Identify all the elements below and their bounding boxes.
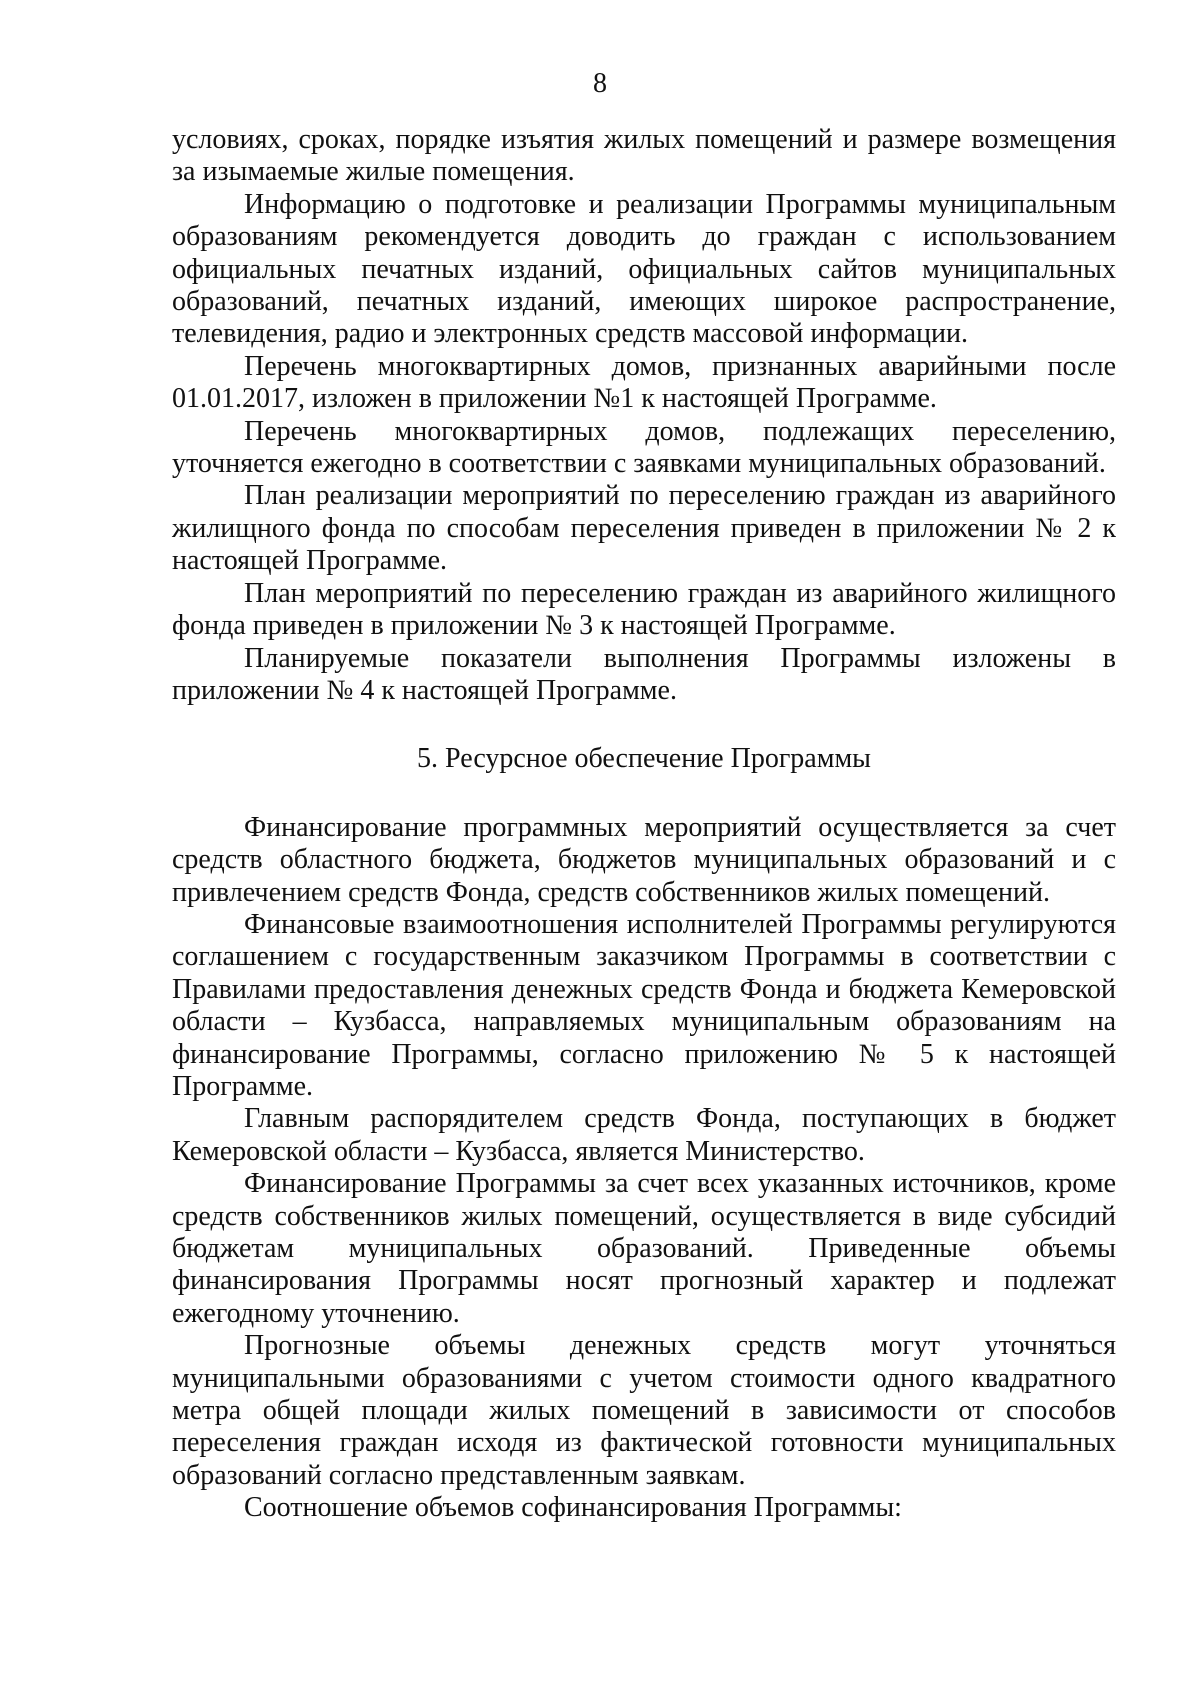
paragraph-financing-sources: Финансирование программных мероприятий осуществляется за счет средств областного бюджета, бюджетов муниципальных образований и с привлечением средств Фонда, средств собственников жилых помещений. <box>172 811 1116 908</box>
paragraph-main-administrator: Главным распорядителем средств Фонда, поступающих в бюджет Кемеровской области – Кузбасса, является Министерство. <box>172 1103 1116 1167</box>
paragraph-planned-indicators: Планируемые показатели выполнения Программы изложены в приложении № 4 к настоящей Программе. <box>172 642 1116 706</box>
paragraph-information: Информацию о подготовке и реализации Программы муниципальным образованиям рекомендуется доводить до граждан с использованием официальных печатных изданий, официальных сайтов муниципальных образований, печатных изданий, имеющих широкое распространение, телевидения, радио и электронных средств массовой информации. <box>172 188 1116 350</box>
paragraph-continuation: условиях, сроках, порядке изъятия жилых помещений и размере возмещения за изымаемые жилые помещения. <box>172 124 1116 188</box>
paragraph-implementation-plan: План реализации мероприятий по переселению граждан из аварийного жилищного фонда по способам переселения приведен в приложении № 2 к настоящей Программе. <box>172 480 1116 577</box>
page-number: 8 <box>593 68 607 99</box>
paragraph-emergency-houses-list: Перечень многоквартирных домов, признанных аварийными после 01.01.2017, изложен в приложении №1 к настоящей Программе. <box>172 350 1116 415</box>
paragraph-subsidies: Финансирование Программы за счет всех указанных источников, кроме средств собственников жилых помещений, осуществляется в виде субсидий бюджетам муниципальных образований. Приведенные объемы финансирования Программы носят прогнозный характер и подлежат ежегодному уточнению. <box>172 1168 1116 1329</box>
paragraph-forecast-volumes: Прогнозные объемы денежных средств могут уточняться муниципальными образованиями с учетом стоимости одного квадратного метра общей площади жилых помещений в зависимости от способов переселения граждан исходя из фактической готовности муниципальных образований согласно представленным заявкам. <box>172 1330 1116 1491</box>
paragraph-activities-plan: План мероприятий по переселению граждан из аварийного жилищного фонда приведен в приложении № 3 к настоящей Программе. <box>172 577 1116 642</box>
paragraph-financial-relations: Финансовые взаимоотношения исполнителей Программы регулируются соглашением с государственным заказчиком Программы в соответствии с Правилами предоставления денежных средств Фонда и бюджета Кемеровской области – Кузбасса, направляемых муниципальным образованиям на финансирование Программы, согласно приложению № 5 к настоящей Программе. <box>172 908 1116 1102</box>
paragraph-resettlement-houses-list: Перечень многоквартирных домов, подлежащих переселению, уточняется ежегодно в соответствии с заявками муниципальных образований. <box>172 415 1116 480</box>
paragraph-cofinancing-ratio: Соотношение объемов софинансирования Программы: <box>244 1492 902 1524</box>
document-body <box>172 124 1116 1525</box>
section-title: 5. Ресурсное обеспечение Программы <box>416 743 871 775</box>
